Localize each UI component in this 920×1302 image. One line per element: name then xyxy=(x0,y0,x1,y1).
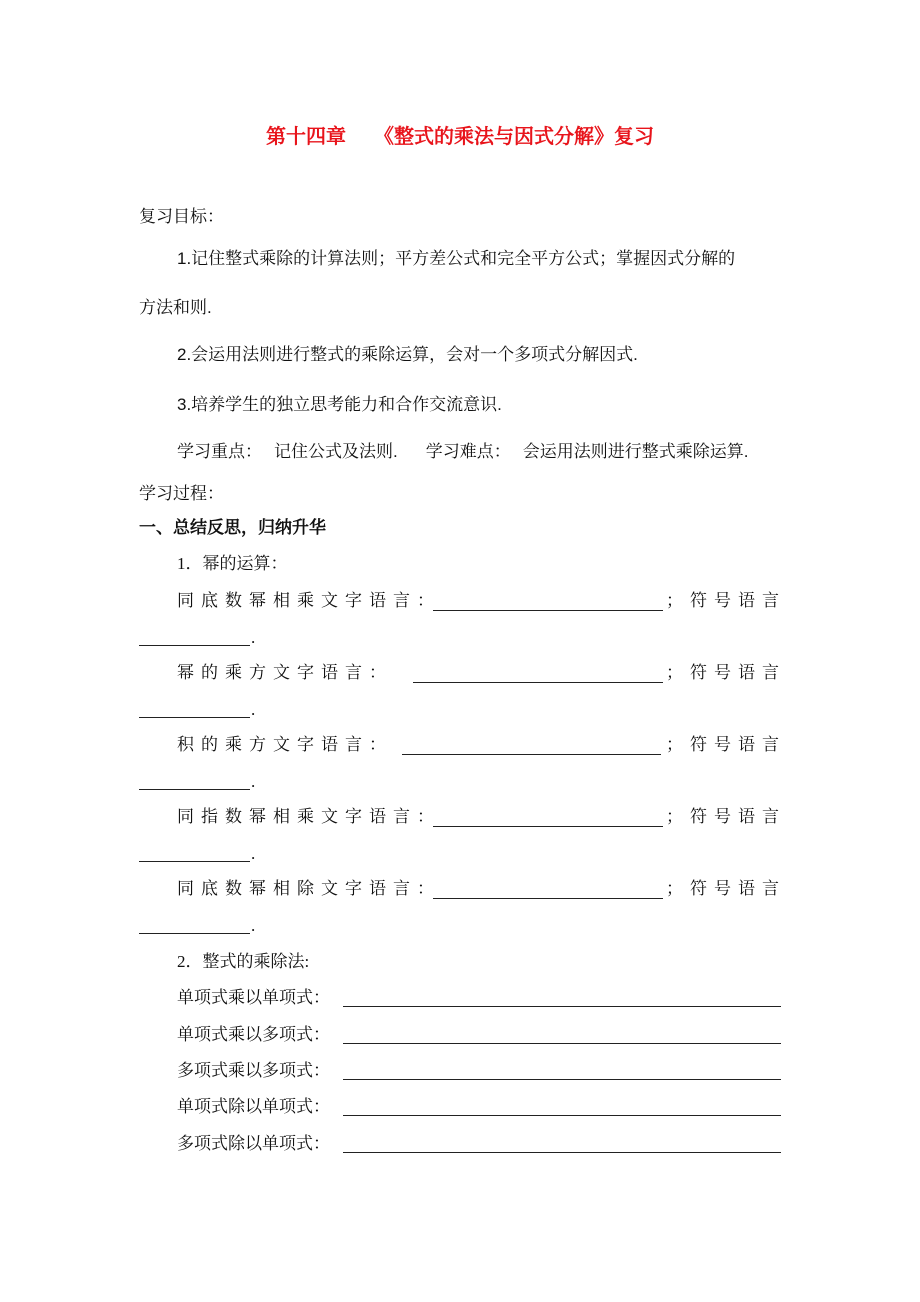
rule-label-1: 同底数幂相乘文字语言： xyxy=(177,591,441,610)
goal-item-3: 3.培养学生的独立思考能力和合作交流意识. xyxy=(177,395,502,414)
rule-label-5: 同底数幂相除文字语言： xyxy=(177,879,441,898)
symbol-label-5: ；符号语言 xyxy=(666,879,786,898)
difficulty-value: 会运用法则进行整式乘除运算. xyxy=(522,442,749,461)
rule-2-text-blank[interactable] xyxy=(413,682,663,683)
period-5: . xyxy=(251,916,256,935)
rule-label-3: 积的乘方文字语言： xyxy=(177,735,393,754)
mul-div-blank-4[interactable] xyxy=(343,1115,781,1116)
mul-div-blank-3[interactable] xyxy=(343,1079,781,1080)
rule-3-symbol-blank[interactable] xyxy=(139,789,250,790)
period-2: . xyxy=(251,700,256,719)
rule-1-symbol-blank[interactable] xyxy=(139,645,250,646)
mul-div-label-4: 单项式除以单项式： xyxy=(177,1097,330,1116)
mul-div-blank-2[interactable] xyxy=(343,1043,781,1044)
mul-div-label-2: 单项式乘以多项式： xyxy=(177,1025,330,1044)
rule-3-text-blank[interactable] xyxy=(402,754,661,755)
polynomial-mul-div-title: 2．整式的乘除法: xyxy=(177,952,310,971)
rule-label-2: 幂的乘方文字语言： xyxy=(177,663,393,682)
symbol-label-4: ；符号语言 xyxy=(666,807,786,826)
period-3: . xyxy=(251,772,256,791)
key-value: 记住公式及法则. xyxy=(274,442,398,461)
rule-2-symbol-blank[interactable] xyxy=(139,717,250,718)
symbol-label-2: ；符号语言 xyxy=(666,663,786,682)
rule-4-symbol-blank[interactable] xyxy=(139,861,250,862)
mul-div-label-1: 单项式乘以单项式： xyxy=(177,988,330,1007)
rule-label-4: 同指数幂相乘文字语言： xyxy=(177,807,441,826)
period-1: . xyxy=(251,628,256,647)
section-1-heading: 一、总结反思，归纳升华 xyxy=(139,518,326,537)
key-label: 学习重点： xyxy=(177,442,262,461)
goals-heading: 复习目标： xyxy=(139,207,224,226)
power-operations-title: 1．幂的运算： xyxy=(177,554,288,573)
chapter-number: 第十四章 xyxy=(266,126,346,148)
process-heading: 学习过程： xyxy=(139,484,224,503)
rule-1-text-blank[interactable] xyxy=(433,610,663,611)
page-title xyxy=(0,124,920,150)
mul-div-label-5: 多项式除以单项式： xyxy=(177,1134,330,1153)
chapter-name: 《整式的乘法与因式分解》复习 xyxy=(374,126,654,148)
period-4: . xyxy=(251,844,256,863)
rule-4-text-blank[interactable] xyxy=(433,826,663,827)
mul-div-blank-1[interactable] xyxy=(343,1006,781,1007)
key-and-difficulty xyxy=(177,441,748,463)
symbol-label-1: ；符号语言 xyxy=(666,591,786,610)
goal-item-1-continued: 方法和则. xyxy=(139,298,212,317)
symbol-label-3: ；符号语言 xyxy=(666,735,786,754)
difficulty-label: 学习难点： xyxy=(425,442,511,461)
mul-div-blank-5[interactable] xyxy=(343,1152,781,1153)
goal-item-1: 1.记住整式乘除的计算法则；平方差公式和完全平方公式；掌握因式分解的 xyxy=(177,249,736,268)
mul-div-label-3: 多项式乘以多项式： xyxy=(177,1061,330,1080)
goal-item-2: 2.会运用法则进行整式的乘除运算，会对一个多项式分解因式. xyxy=(177,345,638,364)
rule-5-text-blank[interactable] xyxy=(433,898,663,899)
rule-5-symbol-blank[interactable] xyxy=(139,933,250,934)
